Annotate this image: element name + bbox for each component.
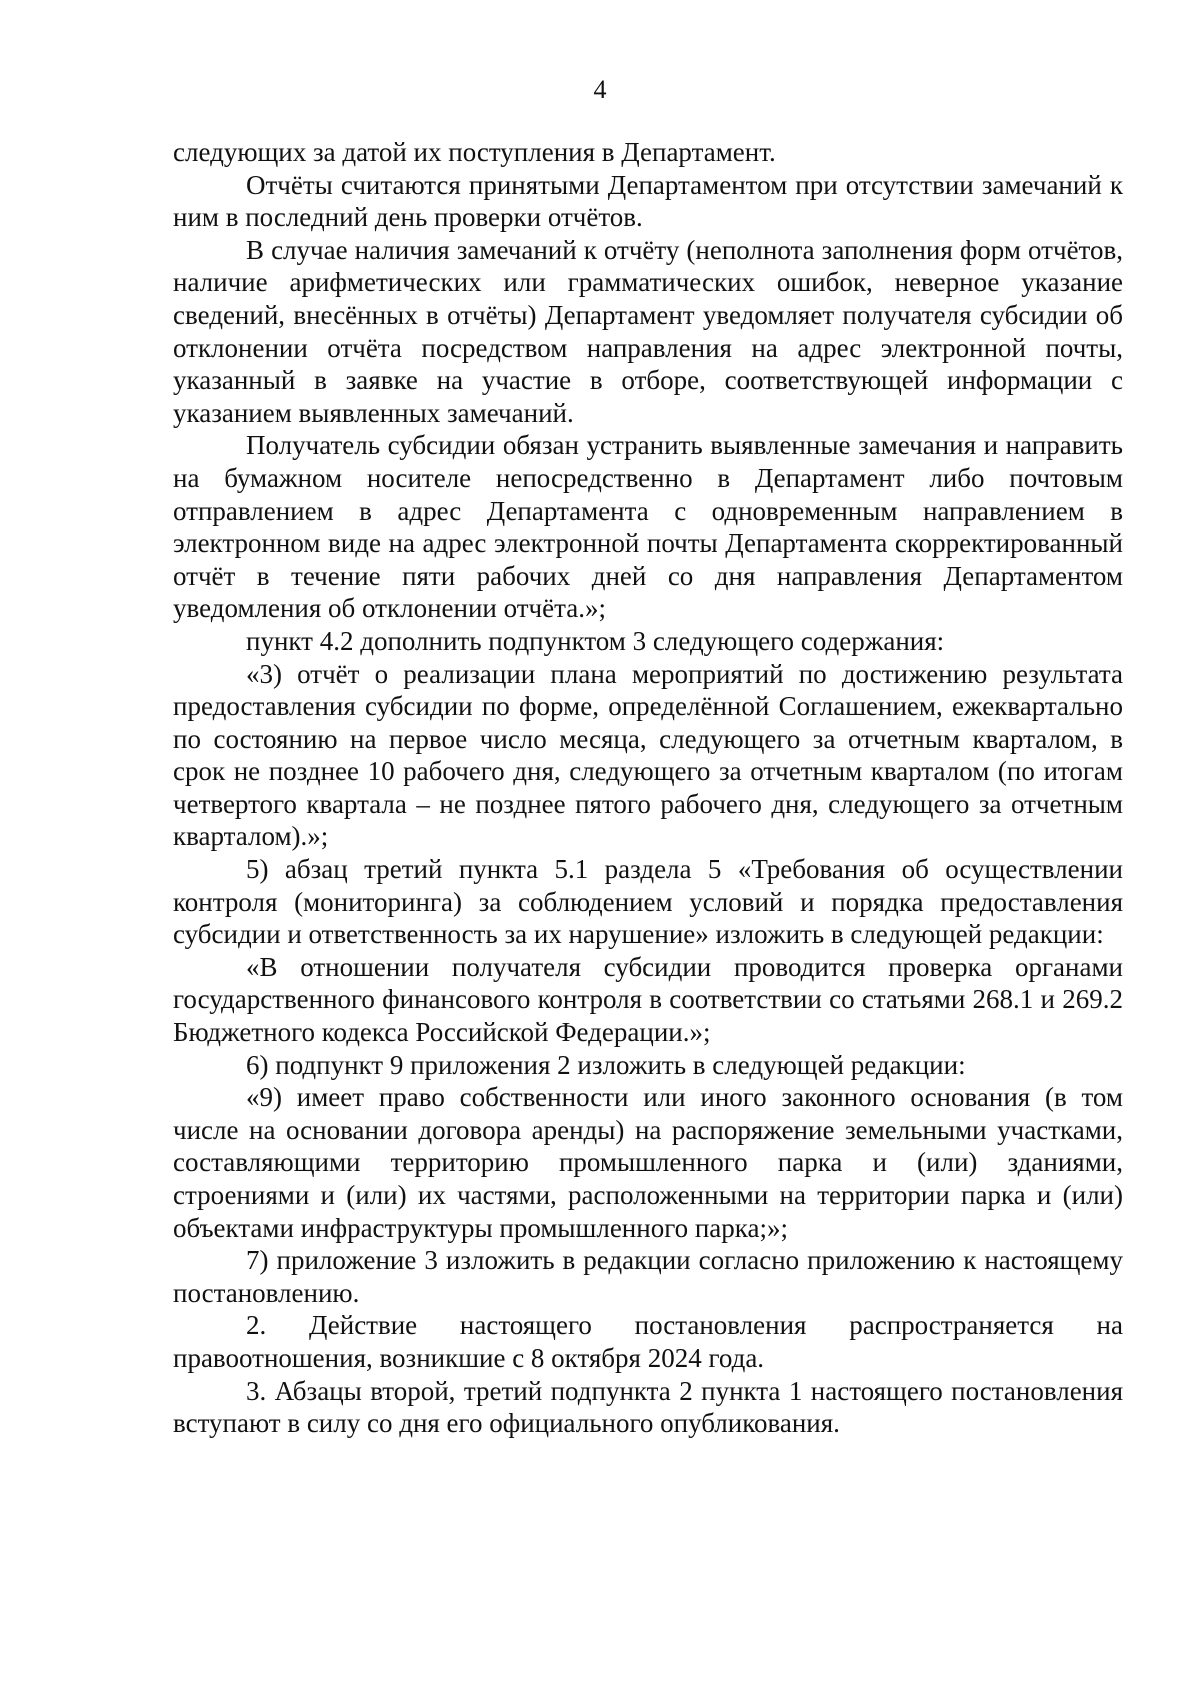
paragraph-recipient-obligation: Получатель субсидии обязан устранить выявленные замечания и направить на бумажном носителе непосредственно в Департамент либо почтовым отправлением в адрес Департамента с одновременным направлением в электронном виде на адрес электронной почты Департамента скорректированный отчёт в течение пяти рабочих дней со дня направления Департаментом уведомления об отклонении отчёта.»; xyxy=(173,430,1123,624)
paragraph-subitem-9: «9) имеет право собственности или иного законного основания (в том числе на основании договора аренды) на распоряжение земельными участками, составляющими территорию промышленного парка и (или) зданиями, строениями и (или) их частями, расположенными на территории парка и (или) объектами инфраструктуры промышленного парка;»; xyxy=(173,1082,1123,1243)
paragraph-section-2: 2. Действие настоящего постановления распространяется на правоотношения, возникшие с 8 октября 2024 года. xyxy=(173,1310,1123,1373)
paragraph-item-5: 5) абзац третий пункта 5.1 раздела 5 «Требования об осуществлении контроля (мониторинга) за соблюдением условий и порядка предоставления субсидии и ответственность за их нарушение» изложить в следующей редакции: xyxy=(173,854,1123,950)
paragraph-reports-accepted: Отчёты считаются принятыми Департаментом при отсутствии замечаний к ним в последний день проверки отчётов. xyxy=(173,169,1123,233)
paragraph-section-3: 3. Абзацы второй, третий подпункта 2 пункта 1 настоящего постановления вступают в силу со дня его официального опубликования. xyxy=(173,1375,1123,1439)
document-body xyxy=(173,136,1123,1440)
page-number: 4 xyxy=(593,75,607,104)
paragraph-report-remarks: В случае наличия замечаний к отчёту (неполнота заполнения форм отчётов, наличие арифметических или грамматических ошибок, неверное указание сведений, внесённых в отчёты) Департамент уведомляет получателя субсидии об отклонении отчёта посредством направления на адрес электронной почты, указанный в заявке на участие в отборе, соответствующей информации с указанием выявленных замечаний. xyxy=(173,234,1123,428)
paragraph-item-7: 7) приложение 3 изложить в редакции согласно приложению к настоящему постановлению. xyxy=(173,1245,1123,1308)
paragraph-subitem-3: «3) отчёт о реализации плана мероприятий по достижению результата предоставления субсидии по форме, определённой Соглашением, ежеквартально по состоянию на первое число месяца, следующего за отчетным кварталом, в срок не позднее 10 рабочего дня, следующего за отчетным кварталом (по итогам четвертого квартала – не позднее пятого рабочего дня, следующего за отчетным кварталом).»; xyxy=(173,658,1123,852)
paragraph-item-4-2: пункт 4.2 дополнить подпунктом 3 следующего содержания: xyxy=(246,625,945,656)
paragraph-continuation: следующих за датой их поступления в Департамент. xyxy=(173,137,776,167)
paragraph-control-check: «В отношении получателя субсидии проводится проверка органами государственного финансового контроля в соответствии со статьями 268.1 и 269.2 Бюджетного кодекса Российской Федерации.»; xyxy=(173,951,1123,1048)
paragraph-item-6: 6) подпункт 9 приложения 2 изложить в следующей редакции: xyxy=(246,1049,966,1080)
